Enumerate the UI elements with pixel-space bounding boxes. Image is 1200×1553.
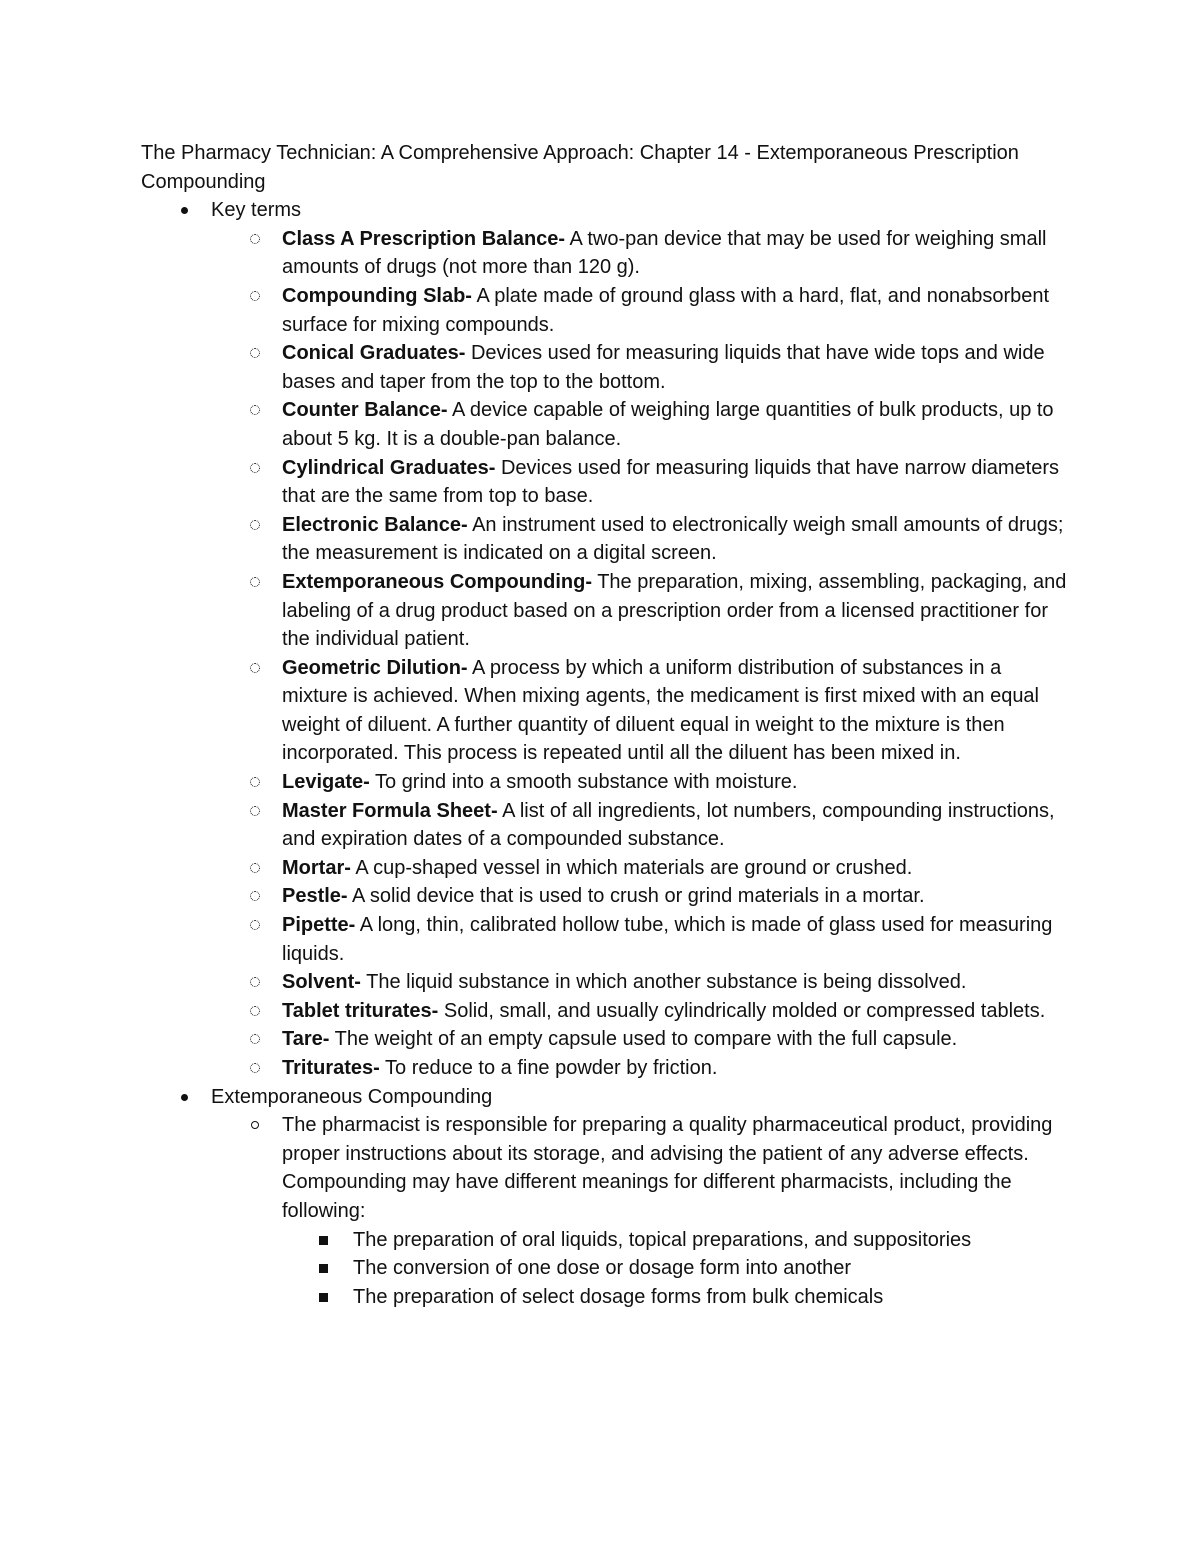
key-term-name: Class A Prescription Balance-: [282, 227, 566, 250]
key-term-name: Extemporaneous Compounding-: [282, 570, 592, 593]
key-term-item: [211, 654, 1071, 768]
key-term-definition: To reduce to a fine powder by friction.: [379, 1057, 718, 1079]
key-term-name: Levigate-: [282, 771, 370, 794]
compounding-meaning-text: The conversion of one dose or dosage form into another: [353, 1257, 852, 1280]
key-term-item: [211, 511, 1071, 568]
key-term-definition: Devices used for measuring liquids that have wide tops and wide bases and taper from the top to the bottom.: [282, 342, 1045, 393]
dotted-circle-bullet-icon: [250, 291, 260, 301]
dotted-circle-bullet-icon: [250, 663, 260, 673]
key-term-name: Cylindrical Graduates-: [282, 456, 496, 479]
dotted-circle-bullet-icon: [250, 577, 260, 587]
key-term-definition: To grind into a smooth substance with moisture.: [369, 771, 798, 794]
key-term-name: Solvent-: [282, 971, 361, 994]
key-term-definition: A list of all ingredients, lot numbers, compounding instructions, and expiration dates of a compounded substance.: [282, 799, 1055, 851]
key-term-definition: A two-pan device that may be used for weighing small amounts of drugs (not more than 120 g).: [282, 227, 1047, 279]
key-term-name: Mortar-: [282, 856, 351, 879]
compounding-paragraph-list: [141, 1111, 1071, 1311]
key-term-item: [211, 339, 1071, 396]
key-term-definition: Solid, small, and usually cylindrically molded or compressed tablets.: [438, 999, 1046, 1022]
key-term-item: [211, 454, 1071, 511]
filled-circle-bullet-icon: [181, 1094, 188, 1101]
compounding-meanings-list: [282, 1226, 1071, 1312]
compounding-meaning-text: The preparation of select dosage forms from bulk chemicals: [353, 1285, 884, 1308]
list-item-extemporaneous-compounding: [141, 1083, 1071, 1112]
key-term-item: [211, 396, 1071, 453]
section-heading-key-terms: Key terms: [211, 199, 302, 222]
square-bullet-icon: [319, 1264, 328, 1273]
key-term-definition: A cup-shaped vessel in which materials are ground or crushed.: [350, 856, 913, 879]
key-term-definition: A process by which a uniform distribution of substances in a mixture is achieved. When mixing agents, the medicament is first mixed with an equal weight of diluent. A further quantity of diluent equal in weight to the mixture is then incorporated. This process is repeated until all the diluent has been mixed in.: [282, 656, 1040, 765]
key-term-name: Electronic Balance-: [282, 513, 468, 536]
key-term-item: [211, 225, 1071, 282]
key-term-item: [211, 768, 1071, 797]
key-term-name: Geometric Dilution-: [282, 656, 468, 679]
compounding-meaning-text: The preparation of oral liquids, topical preparations, and suppositories: [353, 1228, 972, 1251]
key-term-name: Tablet triturates-: [282, 999, 439, 1022]
list-item: [282, 1283, 1071, 1312]
dotted-circle-bullet-icon: [250, 977, 260, 987]
square-bullet-icon: [319, 1236, 328, 1245]
hollow-circle-bullet-icon: [251, 1121, 259, 1129]
key-term-item: [211, 1054, 1071, 1083]
list-item-paragraph: [211, 1111, 1071, 1311]
dotted-circle-bullet-icon: [250, 806, 260, 816]
dotted-circle-bullet-icon: [250, 920, 260, 930]
key-terms-list: [141, 225, 1071, 1083]
top-level-list: [141, 196, 1071, 225]
key-term-item: [211, 882, 1071, 911]
key-term-item: [211, 968, 1071, 997]
dotted-circle-bullet-icon: [250, 234, 260, 244]
dotted-circle-bullet-icon: [250, 891, 260, 901]
key-term-item: [211, 911, 1071, 968]
square-bullet-icon: [319, 1293, 328, 1302]
key-term-item: [211, 1025, 1071, 1054]
list-item: [282, 1226, 1071, 1255]
key-term-name: Triturates-: [282, 1057, 380, 1079]
document-page: [141, 139, 1071, 1311]
key-term-definition: The preparation, mixing, assembling, packaging, and labeling of a drug product based on a prescription order from a licensed practitioner for the individual patient.: [282, 570, 1067, 651]
dotted-circle-bullet-icon: [250, 1034, 260, 1044]
key-term-name: Pipette-: [282, 914, 356, 937]
dotted-circle-bullet-icon: [250, 463, 260, 473]
key-term-item: [211, 997, 1071, 1026]
dotted-circle-bullet-icon: [250, 405, 260, 415]
compounding-paragraph: The pharmacist is responsible for preparing a quality pharmaceutical product, providing proper instructions about its storage, and advising the patient of any adverse effects. Compounding may have different meanings for different pharmacists, including the following:: [282, 1114, 1053, 1222]
key-term-definition: An instrument used to electronically weigh small amounts of drugs; the measurement is indicated on a digital screen.: [282, 513, 1064, 565]
dotted-circle-bullet-icon: [250, 777, 260, 787]
key-term-definition: A device capable of weighing large quantities of bulk products, up to about 5 kg. It is a double-pan balance.: [282, 399, 1054, 450]
key-term-name: Pestle-: [282, 885, 348, 908]
dotted-circle-bullet-icon: [250, 863, 260, 873]
key-term-name: Master Formula Sheet-: [282, 799, 498, 822]
key-term-definition: Devices used for measuring liquids that have narrow diameters that are the same from top to base.: [282, 456, 1060, 508]
key-term-name: Counter Balance-: [282, 399, 448, 422]
list-item-key-terms: [141, 196, 1071, 225]
key-term-definition: The weight of an empty capsule used to compare with the full capsule.: [329, 1028, 958, 1051]
key-term-item: [211, 797, 1071, 854]
key-term-item: [211, 568, 1071, 654]
key-term-definition: The liquid substance in which another substance is being dissolved.: [360, 971, 967, 994]
list-item: [282, 1254, 1071, 1283]
key-term-name: Conical Graduates-: [282, 342, 466, 365]
key-term-item: [211, 282, 1071, 339]
key-term-item: [211, 854, 1071, 883]
section-heading-extemporaneous-compounding: Extemporaneous Compounding: [211, 1085, 493, 1108]
key-term-definition: A solid device that is used to crush or grind materials in a mortar.: [347, 885, 925, 908]
dotted-circle-bullet-icon: [250, 520, 260, 530]
filled-circle-bullet-icon: [181, 207, 188, 214]
key-term-definition: A plate made of ground glass with a hard, flat, and nonabsorbent surface for mixing compounds.: [282, 284, 1050, 336]
key-term-name: Tare-: [282, 1028, 330, 1051]
key-term-name: Compounding Slab-: [282, 284, 472, 307]
dotted-circle-bullet-icon: [250, 348, 260, 358]
dotted-circle-bullet-icon: [250, 1063, 260, 1073]
document-title: The Pharmacy Technician: A Comprehensive Approach: Chapter 14 - Extemporaneous Prescription Compounding: [141, 142, 1019, 193]
key-term-definition: A long, thin, calibrated hollow tube, which is made of glass used for measuring liquids.: [282, 914, 1053, 965]
top-level-list-2: [141, 1083, 1071, 1112]
dotted-circle-bullet-icon: [250, 1006, 260, 1016]
